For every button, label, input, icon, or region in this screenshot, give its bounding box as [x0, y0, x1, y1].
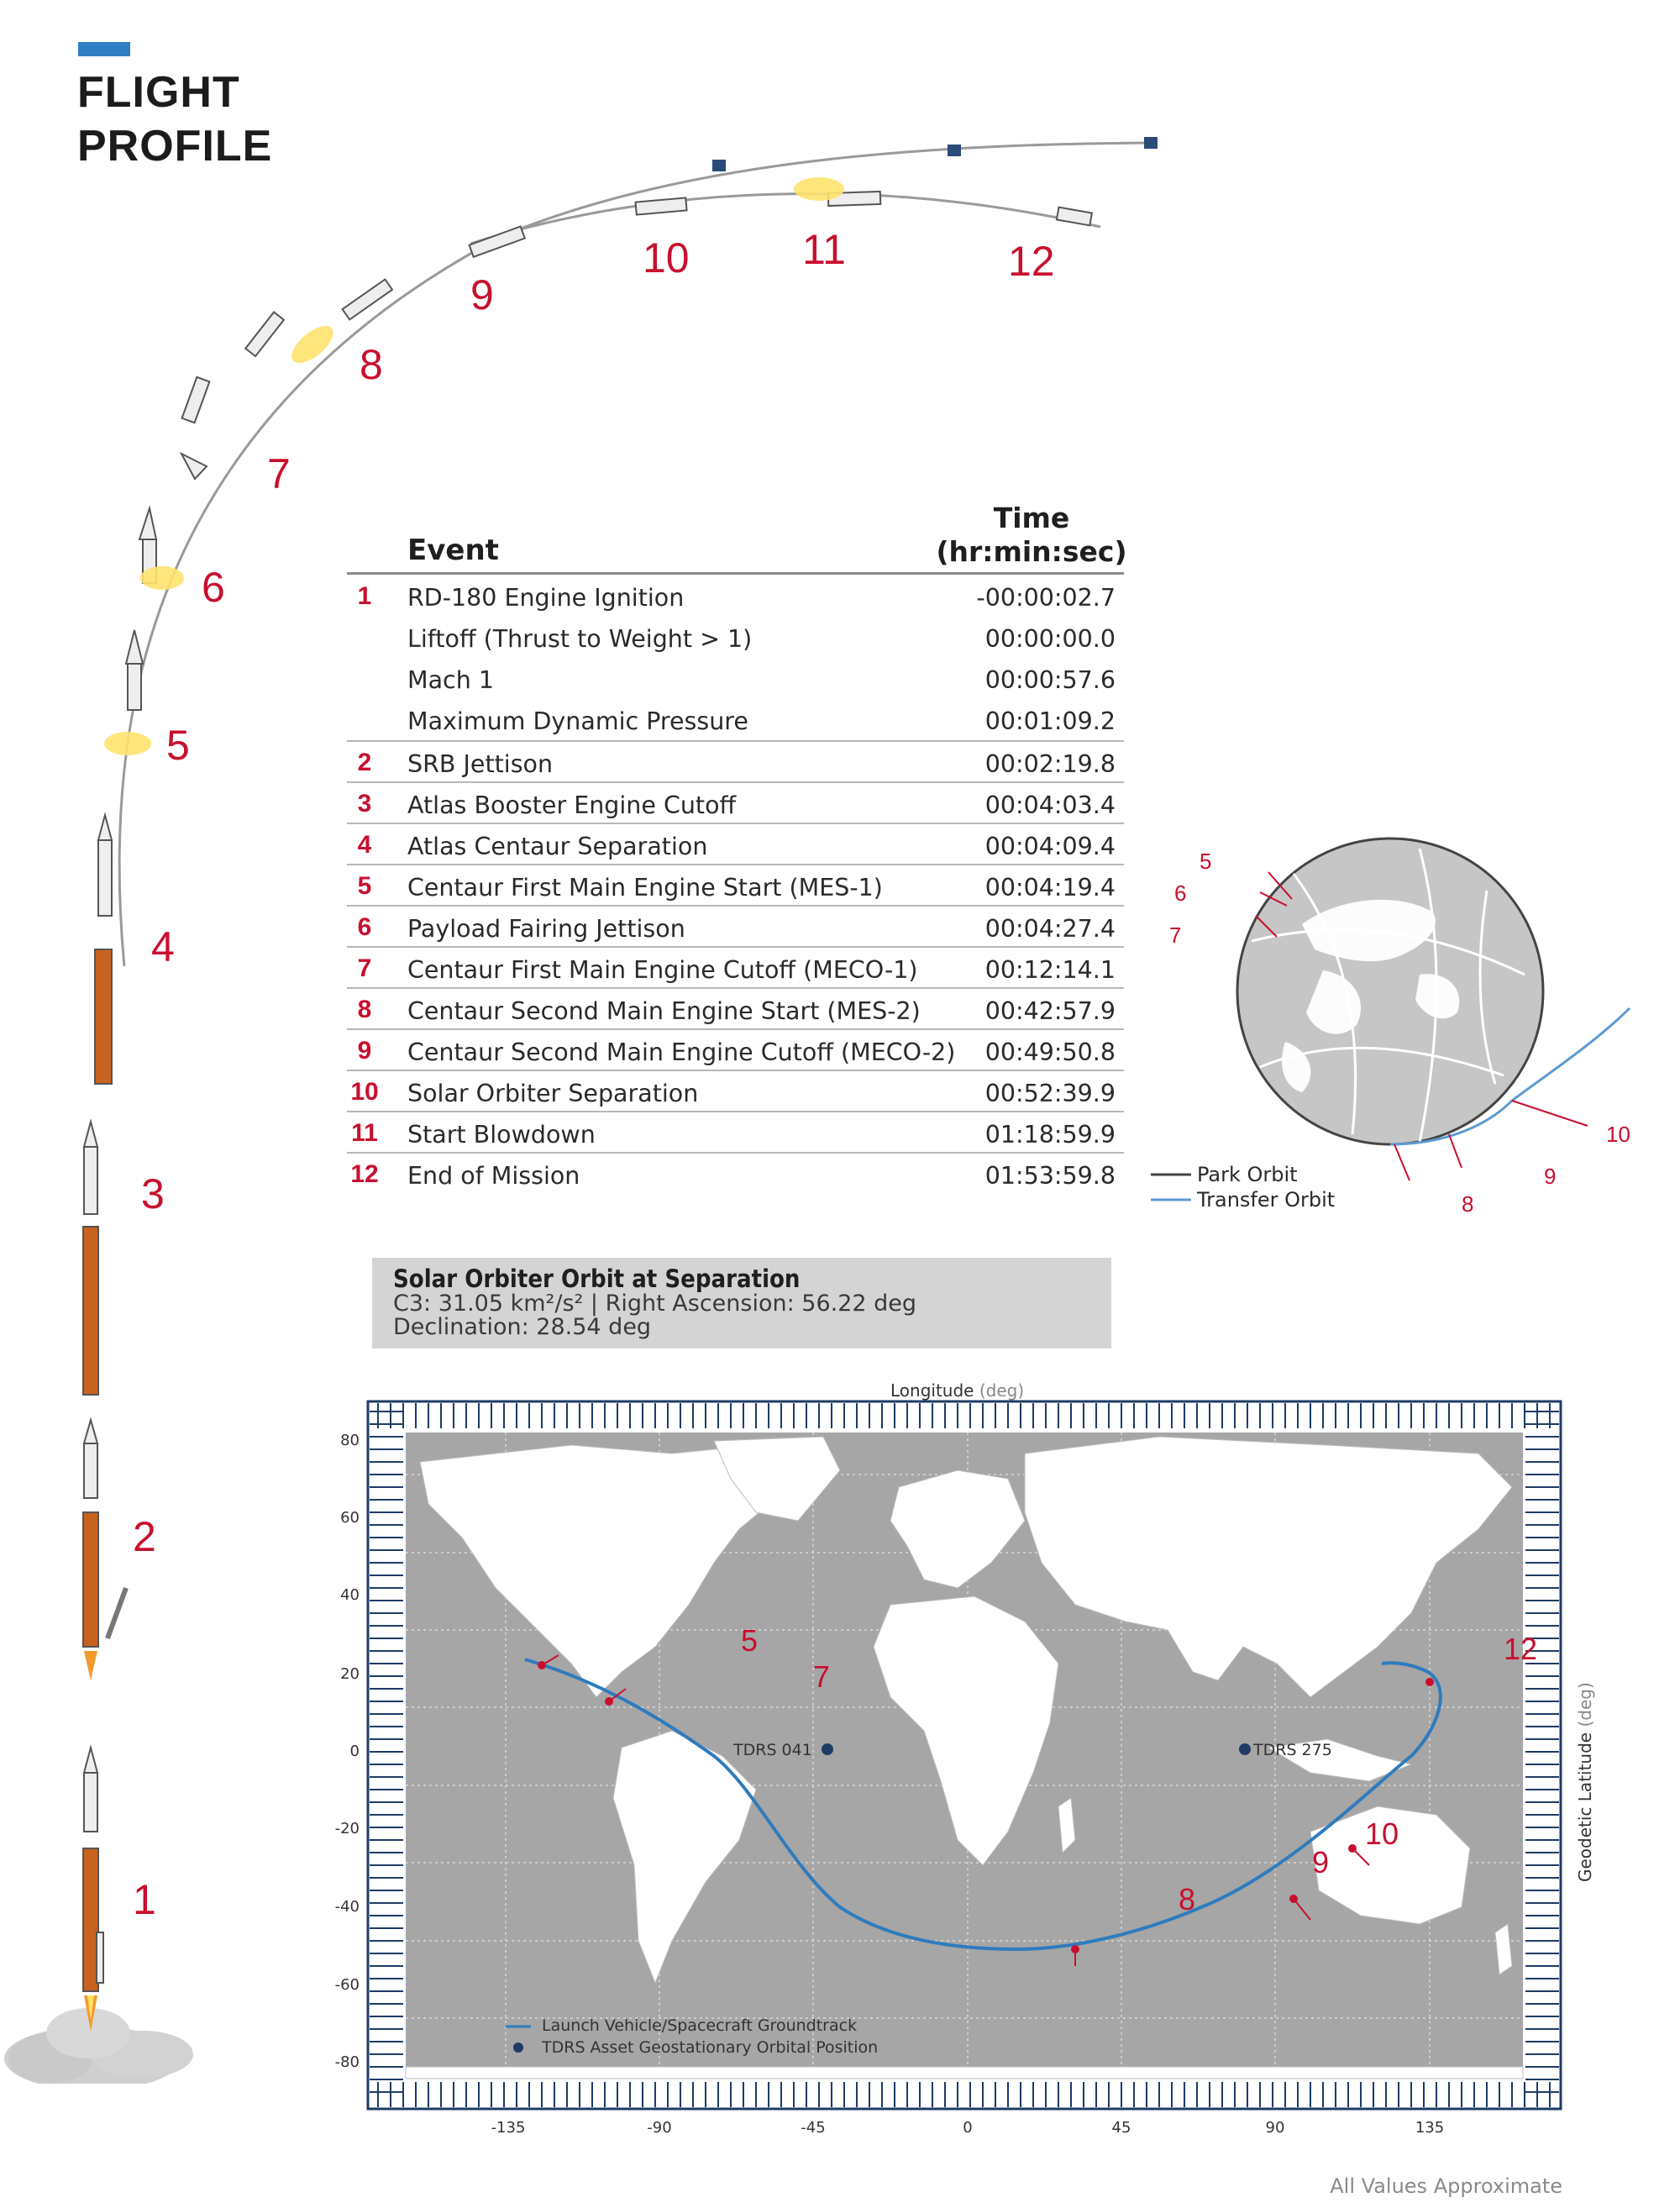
tdrs-275-marker — [1239, 1743, 1251, 1755]
y-tick-label: 20 — [340, 1665, 360, 1683]
y-tick-label: 0 — [349, 1743, 360, 1760]
legend-groundtrack: Launch Vehicle/Spacecraft Groundtrack — [542, 2016, 858, 2035]
orbit-box-line2: Declination: 28.54 deg — [393, 1314, 652, 1340]
profile-label-8: 8 — [360, 341, 383, 388]
x-tick-label: -135 — [491, 2119, 526, 2137]
map-x-title: Longitude (deg) — [890, 1380, 1025, 1401]
profile-label-4: 4 — [151, 923, 175, 970]
table-row: 8 Centaur Second Main Engine Start (MES-2) 00:42:57.9 — [347, 987, 1124, 1030]
table-row: 9 Centaur Second Main Engine Cutoff (MECO-2) 00:49:50.8 — [347, 1028, 1124, 1071]
orbit-box-heading: Solar Orbiter Orbit at Separation — [393, 1264, 801, 1293]
profile-label-10: 10 — [643, 234, 690, 281]
x-tick-label: -90 — [647, 2119, 672, 2137]
table-row: 3 Atlas Booster Engine Cutoff 00:04:03.4 — [347, 781, 1124, 824]
map-y-title: Geodetic Latitude (deg) — [1575, 1682, 1595, 1882]
table-row: 12 End of Mission 01:53:59.8 — [347, 1152, 1124, 1195]
legend-park-orbit: Park Orbit — [1197, 1163, 1298, 1186]
map-y-tick-labels — [335, 1432, 360, 2071]
globe-label-5: 5 — [1200, 849, 1212, 874]
legend-transfer-orbit: Transfer Orbit — [1197, 1188, 1336, 1212]
time-column-header: Time (hr:min:sec) — [936, 502, 1127, 568]
globe-label-6: 6 — [1174, 881, 1187, 906]
globe-label-10: 10 — [1606, 1122, 1630, 1147]
table-row: 10 Solar Orbiter Separation 00:52:39.9 — [347, 1070, 1124, 1112]
map-label-7: 7 — [813, 1659, 831, 1694]
profile-label-3: 3 — [141, 1170, 165, 1217]
profile-label-2: 2 — [133, 1513, 156, 1560]
x-tick-label: 135 — [1415, 2119, 1445, 2137]
x-tick-label: 45 — [1111, 2119, 1131, 2137]
title-accent-bar — [78, 42, 130, 56]
y-tick-label: -80 — [334, 2053, 360, 2071]
table-row: 5 Centaur First Main Engine Start (MES-1) 00:04:19.4 — [347, 864, 1124, 907]
event-column-header: Event — [407, 534, 499, 567]
globe-label-8: 8 — [1462, 1191, 1474, 1217]
profile-label-11: 11 — [802, 226, 846, 273]
tdrs-041-marker — [822, 1743, 833, 1755]
y-tick-label: -20 — [334, 1820, 360, 1837]
tdrs-275-label: TDRS 275 — [1253, 1741, 1332, 1759]
table-header-rule — [347, 572, 1124, 575]
tdrs-041-label: TDRS 041 — [733, 1741, 812, 1759]
y-tick-label: -40 — [334, 1898, 360, 1916]
globe-label-7: 7 — [1169, 923, 1182, 948]
table-row: Mach 1 00:00:57.6 — [407, 666, 1116, 694]
antarctica — [406, 2067, 1523, 2079]
profile-label-9: 9 — [470, 271, 494, 318]
table-row: Maximum Dynamic Pressure 00:01:09.2 — [407, 707, 1116, 735]
groundtrack-map — [319, 1395, 1588, 2151]
vehicle-stack — [83, 815, 126, 2032]
table-row: 11 Start Blowdown 01:18:59.9 — [347, 1111, 1124, 1154]
table-row: 1 RD-180 Engine Ignition -00:00:02.7 — [357, 582, 1116, 612]
table-row: 7 Centaur First Main Engine Cutoff (MECO-1) 00:12:14.1 — [347, 946, 1124, 989]
table-row: 2 SRB Jettison 00:02:19.8 — [347, 740, 1124, 783]
profile-label-6: 6 — [202, 564, 225, 611]
map-label-9: 9 — [1312, 1845, 1330, 1879]
profile-label-12: 12 — [1008, 238, 1055, 285]
profile-label-1: 1 — [133, 1876, 156, 1923]
legend-tdrs-swatch — [513, 2042, 523, 2053]
profile-label-7: 7 — [267, 450, 291, 497]
table-row: 6 Payload Fairing Jettison 00:04:27.4 — [347, 905, 1124, 948]
globe — [1237, 839, 1543, 1144]
page-title: FLIGHT PROFILE — [77, 68, 273, 171]
orbit-box-line1: C3: 31.05 km²/s² | Right Ascension: 56.22 deg — [393, 1291, 917, 1317]
orbit-at-separation-box — [372, 1258, 1111, 1348]
y-tick-label: 60 — [340, 1509, 360, 1527]
approximate-note: All Values Approximate — [1330, 2174, 1562, 2198]
x-tick-label: -45 — [801, 2119, 826, 2137]
y-tick-label: 40 — [340, 1586, 360, 1604]
map-x-tick-labels — [491, 2119, 1445, 2137]
x-tick-label: 0 — [963, 2119, 973, 2137]
x-tick-label: 90 — [1265, 2119, 1285, 2137]
profile-label-5: 5 — [166, 722, 190, 769]
table-row: 4 Atlas Centaur Separation 00:04:09.4 — [347, 823, 1124, 865]
map-label-5: 5 — [741, 1623, 759, 1658]
map-label-8: 8 — [1179, 1882, 1196, 1916]
y-tick-label: -60 — [334, 1976, 360, 1994]
y-tick-label: 80 — [340, 1432, 360, 1449]
legend-tdrs: TDRS Asset Geostationary Orbital Position — [542, 2038, 879, 2057]
launch-cloud — [4, 2008, 193, 2084]
globe-label-9: 9 — [1544, 1164, 1557, 1189]
transfer-path — [470, 194, 1100, 244]
table-row: Liftoff (Thrust to Weight > 1) 00:00:00.0 — [407, 625, 1116, 653]
map-label-12: 12 — [1504, 1632, 1538, 1666]
map-label-10: 10 — [1365, 1816, 1399, 1851]
